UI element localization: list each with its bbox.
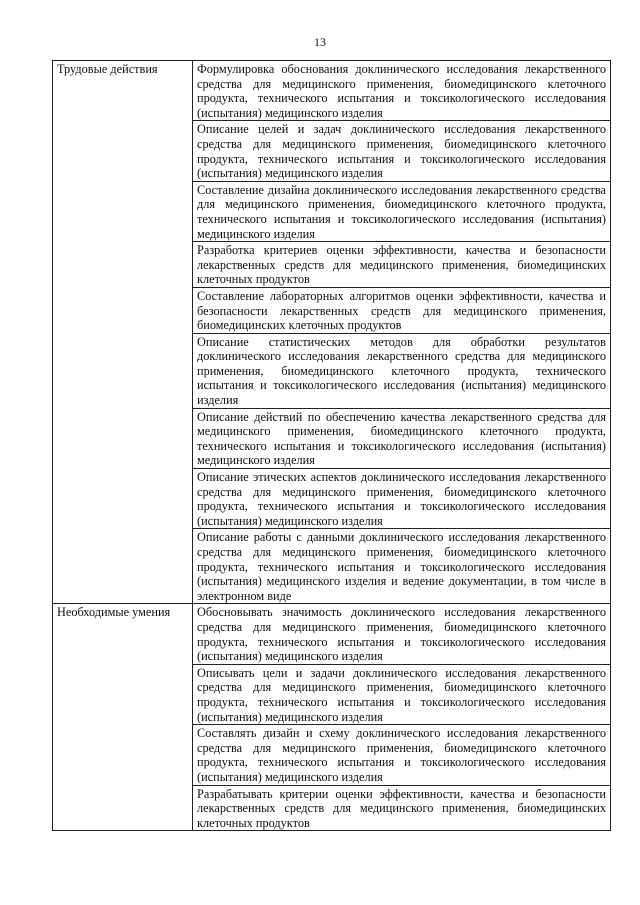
- list-item: Описание работы с данными доклинического исследования лекарственного средства для медицинского применения, биомедицинского клеточного продукта, технического испытания и токсикологического исследования (испытания) медицинского изделия и ведение документации, в том числе в электронном виде: [193, 529, 611, 604]
- list-item: Разрабатывать критерии оценки эффективности, качества и безопасности лекарственных средств для медицинского применения, биомедицинских клеточных продуктов: [193, 785, 611, 831]
- list-item: Составление лабораторных алгоритмов оценки эффективности, качества и безопасности лекарственных средств для медицинского применения, биомедицинских клеточных продуктов: [193, 287, 611, 333]
- section-label-labor-actions: Трудовые действия: [53, 61, 193, 604]
- list-item: Обосновывать значимость доклинического исследования лекарственного средства для медицинского применения, биомедицинского клеточного продукта, технического испытания и токсикологического исследования (испытания) медицинского изделия: [193, 604, 611, 664]
- list-item: Составление дизайна доклинического исследования лекарственного средства для медицинского применения, биомедицинского клеточного продукта, технического испытания и токсикологического исследования (испытания) медицинского изделия: [193, 181, 611, 241]
- page-number: 13: [314, 35, 326, 49]
- section-label-required-skills: Необходимые умения: [53, 604, 193, 831]
- list-item: Описание этических аспектов доклинического исследования лекарственного средства для медицинского применения, биомедицинского клеточного продукта, технического испытания и токсикологического исследования (испытания) медицинского изделия: [193, 469, 611, 529]
- requirements-table: [52, 60, 611, 831]
- list-item: Формулировка обоснования доклинического исследования лекарственного средства для медицинского применения, биомедицинского клеточного продукта, технического испытания и токсикологического исследования (испытания) медицинского изделия: [193, 61, 611, 121]
- table-row: [53, 61, 611, 121]
- table-row: [53, 604, 611, 664]
- list-item: Описание действий по обеспечению качества лекарственного средства для медицинского применения, биомедицинского клеточного продукта, технического испытания и токсикологического исследования (испытания) медицинского изделия: [193, 408, 611, 468]
- list-item: Описание статистических методов для обработки результатов доклинического исследования лекарственного средства для медицинского применения, биомедицинского клеточного продукта, технического испытания и токсикологического исследования (испытания) медицинского изделия: [193, 333, 611, 408]
- list-item: Составлять дизайн и схему доклинического исследования лекарственного средства для медицинского применения, биомедицинского клеточного продукта, технического испытания и токсикологического исследования (испытания) медицинского изделия: [193, 725, 611, 785]
- list-item: Описывать цели и задачи доклинического исследования лекарственного средства для медицинского применения, биомедицинского клеточного продукта, технического испытания и токсикологического исследования (испытания) медицинского изделия: [193, 664, 611, 724]
- list-item: Описание целей и задач доклинического исследования лекарственного средства для медицинского применения, биомедицинского клеточного продукта, технического испытания и токсикологического исследования (испытания) медицинского изделия: [193, 121, 611, 181]
- list-item: Разработка критериев оценки эффективности, качества и безопасности лекарственных средств для медицинского применения, биомедицинских клеточных продуктов: [193, 242, 611, 288]
